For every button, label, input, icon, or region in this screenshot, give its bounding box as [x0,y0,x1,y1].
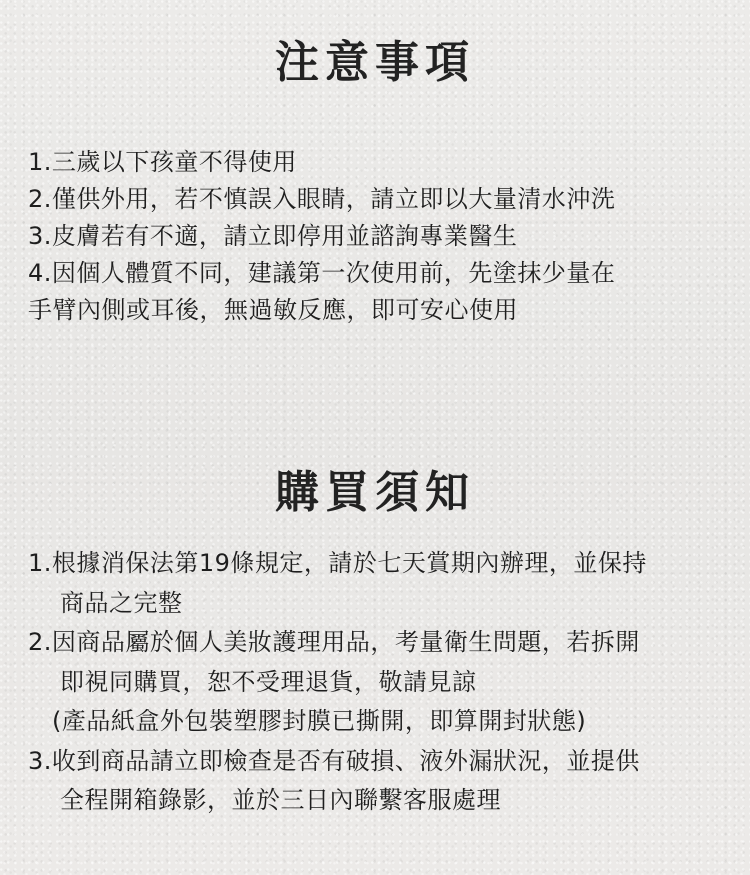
purchase-item-2-continued: 即視同購買，恕不受理退貨，敬請見諒 [60,667,477,696]
notice-item-4: 4.因個人體質不同，建議第一次使用前，先塗抹少量在 [28,259,616,287]
purchase-item-2: 2.因商品屬於個人美妝護理用品，考量衛生問題，若拆開 [28,628,640,656]
notice-title: 注意事項 [275,37,475,88]
notice-item-2: 2.僅供外用，若不慎誤入眼睛，請立即以大量清水沖洗 [28,185,616,213]
notice-item-3: 3.皮膚若有不適，請立即停用並諮詢專業醫生 [28,222,518,250]
purchase-item-3: 3.收到商品請立即檢查是否有破損、液外漏狀況，並提供 [28,746,640,775]
purchase-item-1: 1.根據消保法第19條規定，請於七天賞期內辦理，並保持 [28,549,647,577]
notice-item-4-continued: 手臂內側或耳後，無過敏反應，即可安心使用 [28,296,518,324]
purchase-item-1-continued: 商品之完整 [60,588,183,617]
purchase-list [28,544,740,821]
purchase-item-2-note: (產品紙盒外包裝塑膠封膜已撕開，即算開封狀態) [52,707,587,735]
purchase-item-3-continued: 全程開箱錄影，並於三日內聯繫客服處理 [60,786,501,814]
notice-list [28,144,728,329]
purchase-title: 購買須知 [275,467,475,518]
notice-item-1: 1.三歲以下孩童不得使用 [28,148,297,176]
